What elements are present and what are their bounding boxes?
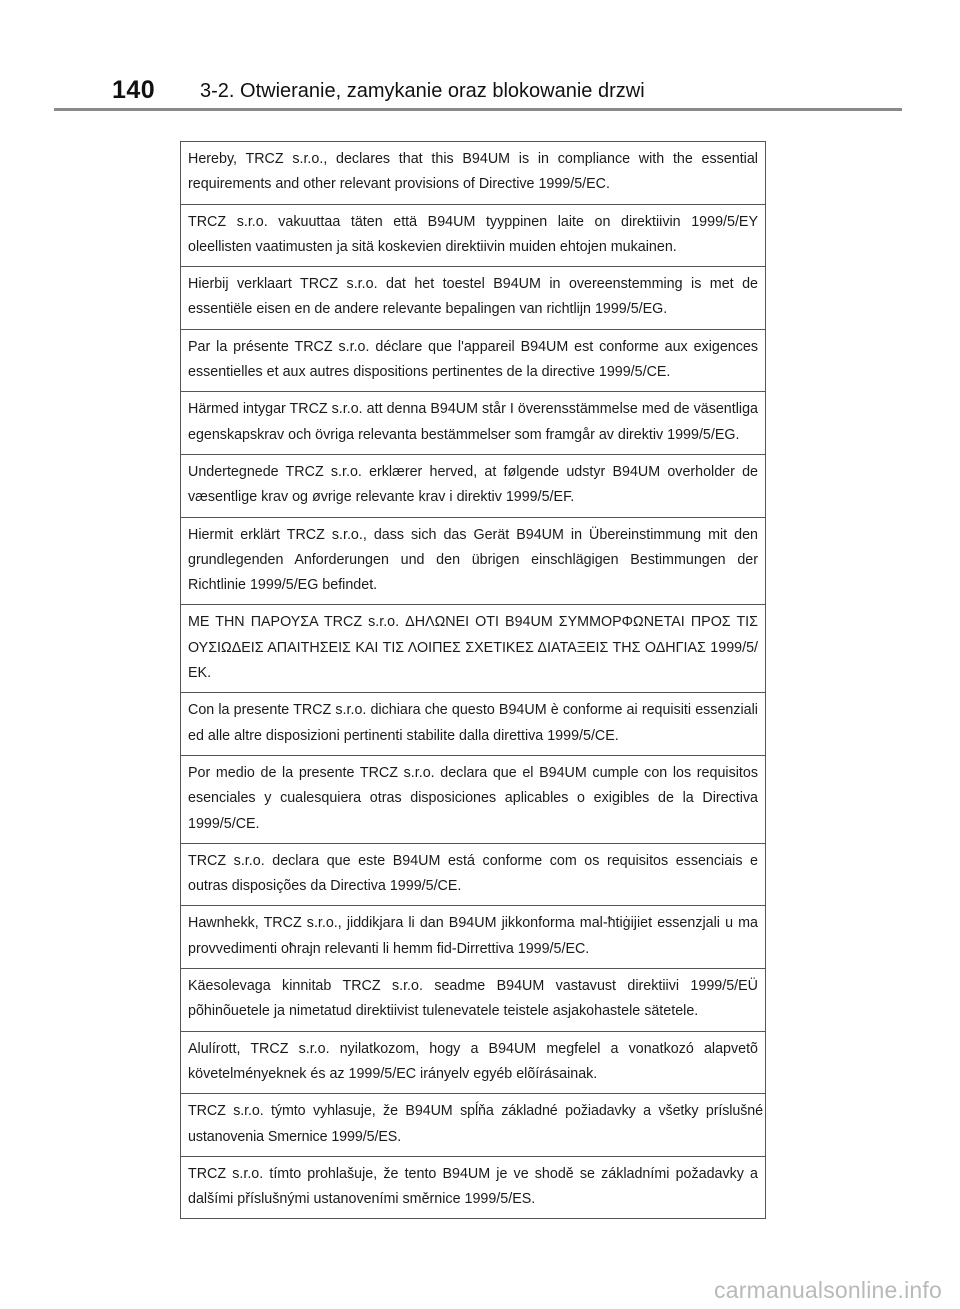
declaration-row-maltese: Hawnhekk, TRCZ s.r.o., jiddikjara li dan B94UM jikkonforma mal-ħtiġijiet essenzjali u ma provvedimenti oħrajn relevanti li hemm fid-Dirrettiva 1999/5/EC. [181,906,765,969]
chapter-title: 3-2. Otwieranie, zamykanie oraz blokowanie drzwi [200,80,645,102]
declaration-row-czech: TRCZ s.r.o. tímto prohlašuje, že tento B94UM je ve shodě se základními požadavky a dalšími příslušnými ustanoveními směrnice 1999/5/ES. [188,1165,758,1208]
declaration-row-english: Hereby, TRCZ s.r.o., declares that this B94UM is in compliance with the essential requirements and other relevant provisions of Directive 1999/5/EC. [181,142,765,205]
watermark-text: carmanualsonline.info [714,1277,942,1303]
declaration-row-german: Hiermit erklärt TRCZ s.r.o., dass sich das Gerät B94UM in Übereinstimmung mit den grundlegenden Anforderungen und den übrigen einschlägigen Bestimmungen der Richtlinie 1999/5/EG befindet. [181,518,765,606]
declaration-row-danish: Undertegnede TRCZ s.r.o. erklærer herved, at følgende udstyr B94UM overholder de væsentlige krav og øvrige relevante krav i direktiv 1999/5/EF. [181,455,765,518]
declaration-row-greek: ΜΕ ΤΗΝ ΠΑΡΟΥΣΑ TRCZ s.r.o. ΔΗΛΩΝΕΙ ΟΤΙ B94UM ΣΥΜΜΟΡΦΩΝΕΤΑΙ ΠΡΟΣ ΤΙΣ ΟΥΣΙΩΔΕΙΣ ΑΠΑΙΤΗΣΕΙΣ ΚΑΙ ΤΙΣ ΛΟΙΠΕΣ ΣΧΕΤΙΚΕΣ ΔΙΑΤΑΞΕΙΣ ΤΗΣ ΟΔΗΓΙΑΣ 1999/5/ΕΚ. [181,605,765,693]
page-header [0,0,960,112]
declaration-row-swedish: Härmed intygar TRCZ s.r.o. att denna B94UM står I överensstämmelse med de väsentliga egenskapskrav och övriga relevanta bestämmelser som framgår av direktiv 1999/5/EG. [181,392,765,455]
declaration-row-dutch: Hierbij verklaart TRCZ s.r.o. dat het toestel B94UM in overeenstemming is met de essentiële eisen en de andere relevante bepalingen van richtlijn 1999/5/EG. [181,267,765,330]
header-divider [54,108,902,111]
declaration-row-french: Par la présente TRCZ s.r.o. déclare que l'appareil B94UM est conforme aux exigences essentielles et aux autres dispositions pertinentes de la directive 1999/5/CE. [181,330,765,393]
declarations-table [180,141,766,1219]
declaration-row-slovak: TRCZ s.r.o. týmto vyhlasuje, že B94UM spĺňa základné požiadavky a všetky príslušné ustanovenia Smernice 1999/5/ES. [181,1094,765,1157]
declaration-row-estonian: Käesolevaga kinnitab TRCZ s.r.o. seadme B94UM vastavust direktiivi 1999/5/EÜ põhinõuetele ja nimetatud direktiivist tulenevatele teistele asjakohastele sätetele. [181,969,765,1032]
declaration-row-hungarian: Alulírott, TRCZ s.r.o. nyilatkozom, hogy a B94UM megfelel a vonatkozó alapvetõ követelményeknek és az 1999/5/EC irányelv egyéb elõírásainak. [181,1032,765,1095]
declaration-row-spanish: Por medio de la presente TRCZ s.r.o. declara que el B94UM cumple con los requisitos esenciales y cualesquiera otras disposiciones aplicables o exigibles de la Directiva 1999/5/CE. [181,756,765,844]
declaration-row-italian: Con la presente TRCZ s.r.o. dichiara che questo B94UM è conforme ai requisiti essenziali ed alle altre disposizioni pertinenti stabilite dalla direttiva 1999/5/CE. [181,693,765,756]
declaration-row-finnish: TRCZ s.r.o. vakuuttaa täten että B94UM tyyppinen laite on direktiivin 1999/5/EY oleellisten vaatimusten ja sitä koskevien direktiivin muiden ehtojen mukainen. [181,205,765,268]
page-number: 140 [112,76,156,104]
declaration-row-portuguese: TRCZ s.r.o. declara que este B94UM está conforme com os requisitos essenciais e outras disposições da Directiva 1999/5/CE. [181,844,765,907]
